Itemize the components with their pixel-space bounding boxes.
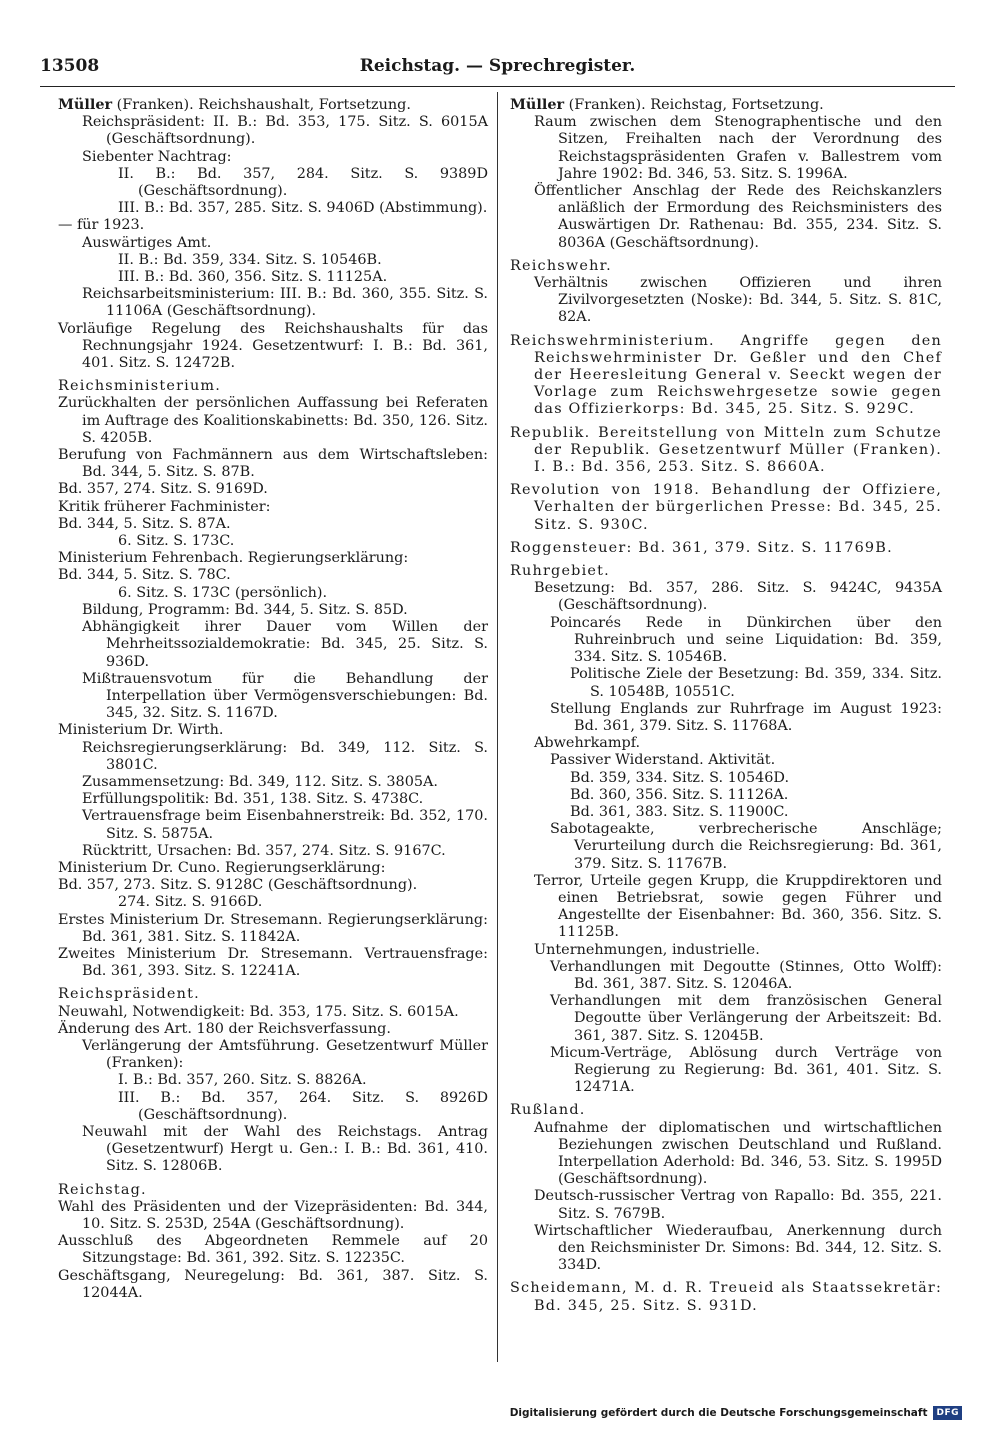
index-entry	[58, 1004, 488, 1021]
index-entry	[510, 425, 942, 477]
index-entry	[58, 533, 488, 550]
index-entry	[510, 615, 942, 667]
entry-text: Verhältnis zwischen Offizieren und ihren Zivilvorgesetzten (Noske): Bd. 344, 5. Sitz. S. 81C, 82A.	[534, 275, 942, 326]
entry-text: Verhandlungen mit dem französischen General Degoutte über Verlängerung der Arbeitszeit: Bd. 361, 387. Sitz. S. 12045B.	[550, 993, 942, 1044]
entry-text: Mißtrauensvotum für die Behandlung der Interpellation über Vermögensverschiebungen: Bd. 345, 32. Sitz. S. 1167D.	[82, 670, 488, 722]
index-entry	[58, 860, 488, 877]
index-entry	[58, 585, 488, 602]
index-entry	[510, 1045, 942, 1097]
index-entry	[58, 235, 488, 252]
index-entry	[58, 986, 488, 1003]
entry-text: Wirtschaftlicher Wiederaufbau, Anerkennung durch den Reichsminister Dr. Simons: Bd. 344, 12. Sitz. S. 334D.	[534, 1222, 942, 1274]
entry-text: Neuwahl, Notwendigkeit: Bd. 353, 175. Sitz. S. 6015A.	[58, 1003, 459, 1020]
entry-text: Ministerium Fehrenbach. Regierungserklärung:	[58, 550, 409, 567]
entry-text: Kritik früherer Fachminister:	[58, 498, 271, 515]
entry-text: (Franken). Reichshaushalt, Fortsetzung.	[112, 97, 411, 113]
entry-text: Terror, Urteile gegen Krupp, die Kruppdirektoren und einen Betriebsrat, sowie gegen Führer und Angestellte der Eisenbahner: Bd. 360, 356. Sitz. S. 11125B.	[534, 872, 942, 941]
entry-text: Reichspräsident: II. B.: Bd. 353, 175. Sitz. S. 6015A (Geschäftsordnung).	[82, 114, 488, 148]
entry-text: I. B.: Bd. 357, 260. Sitz. S. 8826A.	[118, 1072, 367, 1089]
index-entry	[58, 722, 488, 739]
index-entry	[510, 735, 942, 752]
index-entry	[58, 1072, 488, 1089]
subject-heading: Reichswehrministerium. Angriffe gegen den Reichswehrminister Dr. Geßler und den Chef der Heeresleitung General v. Seeckt wegen der Vorlage zum Reichswehrgesetze sowie gegen das Offizierkorps: Bd. 345, 25. Sitz. S. 929C.	[510, 332, 942, 418]
index-entry	[58, 1182, 488, 1199]
entry-text: Erstes Ministerium Dr. Stresemann. Regierungserklärung: Bd. 361, 381. Sitz. S. 11842A.	[58, 911, 488, 945]
entry-text: Neuwahl mit der Wahl des Reichstags. Antrag (Gesetzentwurf) Hergt u. Gen.: I. B.: Bd. 361, 410. Sitz. S. 12806B.	[82, 1123, 488, 1175]
subject-heading: Ruhrgebiet.	[510, 563, 610, 580]
subject-heading: Reichswehr.	[510, 257, 612, 274]
index-entry	[58, 516, 488, 533]
entry-text: Stellung Englands zur Ruhrfrage im August 1923: Bd. 361, 379. Sitz. S. 11768A.	[550, 700, 942, 734]
index-entry	[510, 752, 942, 769]
index-entry	[58, 602, 488, 619]
entry-text: Öffentlicher Anschlag der Rede des Reichskanzlers anläßlich der Ermordung des Reichsministers des Auswärtigen Dr. Rathenau: Bd. 355, 234. Sitz. S. 8036A (Geschäftsordnung).	[534, 183, 942, 251]
index-entry	[58, 286, 488, 320]
entry-text: Vertrauensfrage beim Eisenbahnerstreik: Bd. 352, 170. Sitz. S. 5875A.	[82, 808, 488, 842]
entry-text: III. B.: Bd. 357, 285. Sitz. S. 9406D (Abstimmung).	[118, 200, 488, 217]
entry-text: Erfüllungspolitik: Bd. 351, 138. Sitz. S. 4738C.	[82, 791, 424, 808]
header-rule	[40, 86, 955, 87]
index-entry	[510, 1188, 942, 1222]
subject-heading: Reichsministerium.	[58, 378, 222, 395]
entry-text: Bd. 359, 334. Sitz. S. 10546D.	[570, 769, 790, 786]
subject-heading: Scheidemann, M. d. R. Treueid als Staatssekretär: Bd. 345, 25. Sitz. S. 931D.	[510, 1280, 942, 1314]
speaker-name: Müller	[58, 96, 113, 113]
index-entry	[58, 395, 488, 447]
index-entry	[58, 671, 488, 723]
index-entry	[58, 1124, 488, 1176]
index-entry	[58, 1038, 488, 1072]
speaker-name: Müller	[510, 96, 565, 113]
index-entry	[58, 499, 488, 516]
subject-heading: Roggensteuer: Bd. 361, 379. Sitz. S. 11769B.	[510, 539, 893, 556]
entry-text: Passiver Widerstand. Aktivität.	[550, 752, 776, 769]
entry-text: Zusammensetzung: Bd. 349, 112. Sitz. S. 3805A.	[82, 773, 438, 790]
index-entry	[510, 183, 942, 252]
entry-text: Raum zwischen dem Stenographentische und den Sitzen, Freihalten nach der Verordnung des Reichstagspräsidenten Grafen v. Ballestrem vom Jahre 1902: Bd. 346, 53. Sitz. S. 1996A.	[534, 114, 942, 182]
entry-text: Bildung, Programm: Bd. 344, 5. Sitz. S. 85D.	[82, 601, 408, 618]
entry-text: Zurückhalten der persönlichen Auffassung bei Referaten im Auftrage des Koalitionskabinetts: Bd. 350, 126. Sitz. S. 4205B.	[58, 395, 488, 446]
index-entry	[510, 787, 942, 804]
index-entry	[58, 1268, 488, 1302]
subject-heading: Revolution von 1918. Behandlung der Offiziere, Verhalten der bürgerlichen Presse: Bd. 345, 25. Sitz. S. 930C.	[510, 482, 942, 533]
index-entry	[58, 200, 488, 217]
index-entry	[510, 540, 942, 557]
entry-text: Ausschluß des Abgeordneten Remmele auf 20 Sitzungstage: Bd. 361, 392. Sitz. S. 12235C.	[58, 1233, 488, 1267]
index-entry	[510, 770, 942, 787]
index-entry	[58, 378, 488, 395]
entry-text: Auswärtiges Amt.	[82, 234, 212, 251]
index-entry	[58, 149, 488, 166]
entry-text: Rücktritt, Ursachen: Bd. 357, 274. Sitz. S. 9167C.	[82, 842, 446, 859]
entry-text: 274. Sitz. S. 9166D.	[118, 894, 263, 911]
entry-text: Reichsarbeitsministerium: III. B.: Bd. 360, 355. Sitz. S. 11106A (Geschäftsordnung).	[82, 286, 488, 320]
entry-text: Vorläufige Regelung des Reichshaushalts für das Rechnungsjahr 1924. Gesetzentwurf: I. B.: Bd. 361, 401. Sitz. S. 12472B.	[58, 320, 488, 372]
entry-text: Berufung von Fachmännern aus dem Wirtschaftsleben: Bd. 344, 5. Sitz. S. 87B.	[58, 447, 488, 481]
entry-text: II. B.: Bd. 357, 284. Sitz. S. 9389D (Geschäftsordnung).	[118, 165, 488, 200]
index-entry	[58, 619, 488, 671]
index-entry	[58, 791, 488, 808]
dfg-logo: DFG	[933, 1406, 962, 1420]
index-entry	[58, 96, 488, 114]
entry-text: Abhängigkeit ihrer Dauer vom Willen der Mehrheitssozialdemokratie: Bd. 345, 25. Sitz. S. 936D.	[82, 619, 488, 670]
entry-text: Verlängerung der Amtsführung. Gesetzentwurf Müller (Franken):	[82, 1037, 488, 1072]
index-entry	[58, 774, 488, 791]
index-entry	[510, 1280, 942, 1314]
index-entry	[510, 275, 942, 327]
index-entry	[58, 321, 488, 373]
index-entry	[510, 258, 942, 275]
index-entry	[510, 821, 942, 873]
index-entry	[510, 563, 942, 580]
entry-text: Siebenter Nachtrag:	[82, 148, 232, 165]
right-column	[510, 96, 942, 1315]
index-entry	[510, 701, 942, 735]
entry-text: Änderung des Art. 180 der Reichsverfassung.	[58, 1020, 391, 1037]
index-entry	[58, 481, 488, 498]
entry-text: Besetzung: Bd. 357, 286. Sitz. S. 9424C, 9435A (Geschäftsordnung).	[534, 580, 942, 614]
entry-text: Sabotageakte, verbrecherische Anschläge; Verurteilung durch die Reichsregierung: Bd. 361, 379. Sitz. S. 11767B.	[550, 821, 942, 872]
index-entry	[510, 333, 942, 419]
index-entry	[58, 252, 488, 269]
index-entry	[58, 269, 488, 286]
entry-text: Aufnahme der diplomatischen und wirtschaftlichen Beziehungen zwischen Deutschland und Rußland. Interpellation Aderhold: Bd. 346, 53. Sitz. S. 1995D (Geschäftsordnung).	[534, 1119, 942, 1188]
entry-text: Bd. 357, 274. Sitz. S. 9169D.	[58, 481, 268, 498]
entry-text: Zweites Ministerium Dr. Stresemann. Vertrauensfrage: Bd. 361, 393. Sitz. S. 12241A.	[58, 945, 488, 980]
entry-text: Verhandlungen mit Degoutte (Stinnes, Otto Wolff): Bd. 361, 387. Sitz. S. 12046A.	[550, 958, 942, 992]
subject-heading: Reichspräsident.	[58, 986, 200, 1003]
entry-text: 6. Sitz. S. 173C (persönlich).	[118, 584, 328, 601]
entry-text: Poincarés Rede in Dünkirchen über den Ruhreinbruch und seine Liquidation: Bd. 359, 334. Sitz. S. 10546B.	[550, 614, 942, 666]
index-entry	[58, 1199, 488, 1233]
running-head: Reichstag. — Sprechregister.	[359, 56, 636, 76]
index-entry	[510, 666, 942, 700]
index-entry	[510, 1120, 942, 1189]
entry-text: Geschäftsgang, Neuregelung: Bd. 361, 387. Sitz. S. 12044A.	[58, 1267, 488, 1301]
index-entry	[58, 114, 488, 148]
page-header	[40, 52, 955, 82]
index-entry	[510, 804, 942, 821]
index-entry	[58, 843, 488, 860]
entry-text: Bd. 344, 5. Sitz. S. 78C.	[58, 567, 231, 584]
index-entry	[58, 894, 488, 911]
entry-text: Bd. 344, 5. Sitz. S. 87A.	[58, 515, 231, 532]
entry-text: (Franken). Reichstag, Fortsetzung.	[564, 97, 824, 113]
entry-text: Micum-Verträge, Ablösung durch Verträge von Regierung zu Regierung: Bd. 361, 401. Sitz. S. 12471A.	[550, 1044, 942, 1096]
index-entry	[510, 993, 942, 1045]
entry-text: Deutsch-russischer Vertrag von Rapallo: Bd. 355, 221. Sitz. S. 7679B.	[534, 1188, 942, 1222]
left-column	[58, 96, 488, 1302]
index-entry	[58, 877, 488, 894]
index-entry	[510, 942, 942, 959]
subject-heading: Republik. Bereitstellung von Mitteln zum Schutze der Republik. Gesetzentwurf Müller (Franken). I. B.: Bd. 356, 253. Sitz. S. 8660A.	[510, 424, 942, 476]
entry-text: Politische Ziele der Besetzung: Bd. 359, 334. Sitz. S. 10548B, 10551C.	[570, 666, 942, 700]
page-number: 13508	[40, 56, 100, 76]
entry-text: Reichsregierungserklärung: Bd. 349, 112. Sitz. S. 3801C.	[82, 739, 488, 773]
index-entry	[510, 96, 942, 114]
entry-text: III. B.: Bd. 360, 356. Sitz. S. 11125A.	[118, 269, 388, 286]
index-entry	[58, 550, 488, 567]
index-entry	[510, 1102, 942, 1119]
footer	[510, 1404, 962, 1422]
entry-text: Ministerium Dr. Cuno. Regierungserklärung:	[58, 859, 386, 876]
index-entry	[510, 580, 942, 614]
index-entry	[510, 873, 942, 942]
index-entry	[58, 808, 488, 842]
entry-text: II. B.: Bd. 359, 334. Sitz. S. 10546B.	[118, 251, 382, 268]
entry-text: Bd. 357, 273. Sitz. S. 9128C (Geschäftsordnung).	[58, 877, 418, 894]
entry-text: Wahl des Präsidenten und der Vizepräsidenten: Bd. 344, 10. Sitz. S. 253D, 254A (Geschäftsordnung).	[58, 1198, 488, 1232]
index-entry	[510, 959, 942, 993]
index-entry	[58, 740, 488, 774]
index-entry	[58, 912, 488, 946]
entry-text: Abwehrkampf.	[534, 735, 641, 752]
entry-text: 6. Sitz. S. 173C.	[118, 533, 235, 550]
index-entry	[58, 217, 488, 234]
footer-credit: Digitalisierung gefördert durch die Deutsche Forschungsgemeinschaft	[509, 1407, 928, 1419]
entry-text: Bd. 361, 383. Sitz. S. 11900C.	[570, 803, 789, 820]
entry-text: — für 1923.	[58, 217, 145, 234]
entry-text: III. B.: Bd. 357, 264. Sitz. S. 8926D (Geschäftsordnung).	[118, 1089, 488, 1123]
index-entry	[58, 567, 488, 584]
index-entry	[510, 1223, 942, 1275]
index-entry	[58, 1233, 488, 1267]
column-divider	[497, 92, 498, 1362]
index-entry	[58, 166, 488, 200]
entry-text: Bd. 360, 356. Sitz. S. 11126A.	[570, 786, 789, 803]
index-entry	[58, 447, 488, 481]
entry-text: Unternehmungen, industrielle.	[534, 941, 760, 958]
entry-text: Ministerium Dr. Wirth.	[58, 722, 224, 739]
subject-heading: Reichstag.	[58, 1181, 147, 1198]
index-entry	[58, 1090, 488, 1124]
index-entry	[510, 114, 942, 183]
index-entry	[510, 482, 942, 534]
index-entry	[58, 1021, 488, 1038]
subject-heading: Rußland.	[510, 1102, 586, 1119]
index-entry	[58, 946, 488, 980]
